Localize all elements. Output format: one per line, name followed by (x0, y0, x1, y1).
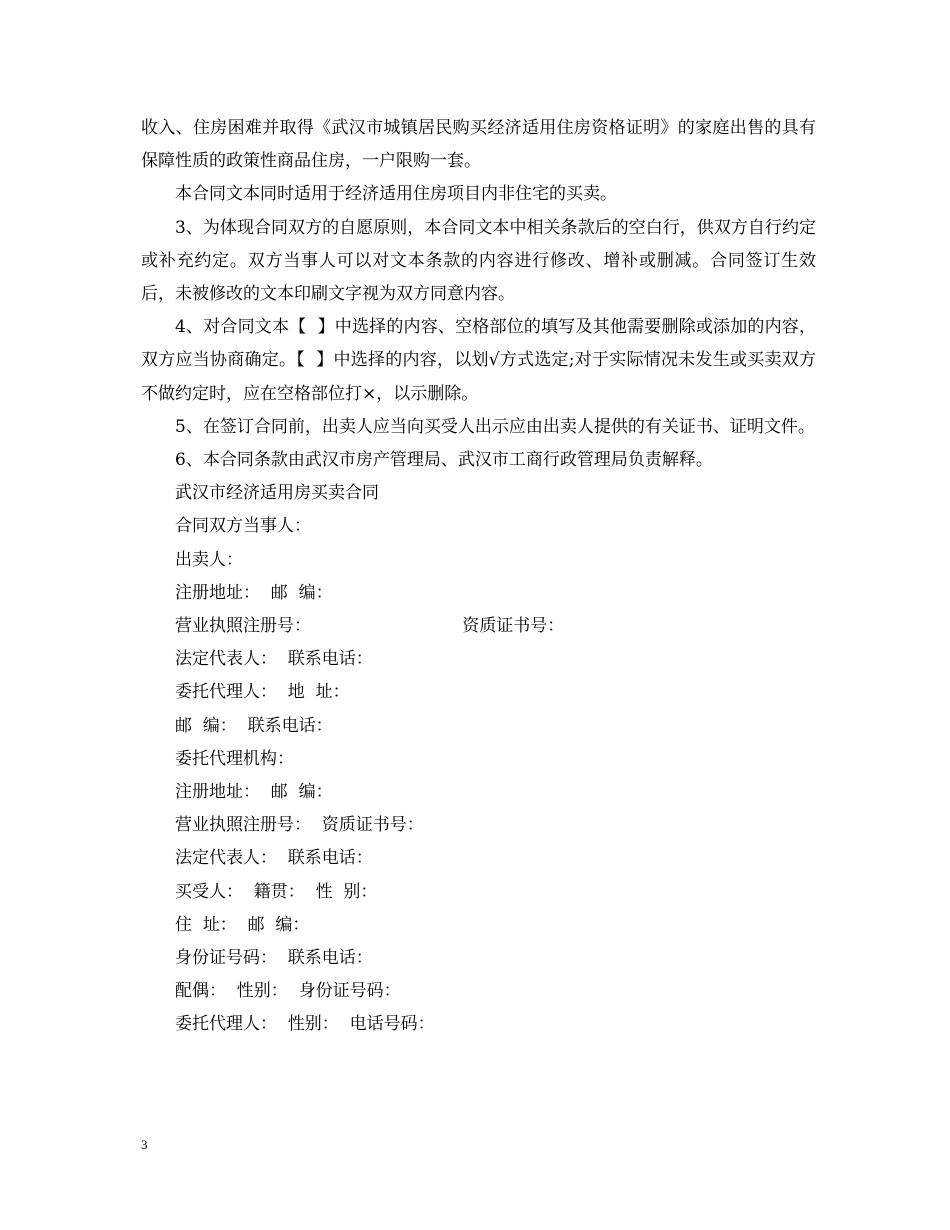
seller-agent-line: 委托代理人： 地 址： (175, 682, 350, 703)
paragraph-eligibility-continued: 收入、住房困难并取得《武汉市城镇居民购买经济适用住房资格证明》的家庭出售的具有保障性质的政策性商品住房，一户限购一套。 (141, 118, 816, 172)
paragraph-clause-4: 4、对合同文本【 】中选择的内容、空格部位的填写及其他需要删除或添加的内容，双方应当协商确定。【 】中选择的内容，以划√方式选定;对于实际情况未发生或买卖双方不做约定时，应在空格部位打×，以示删除。 (141, 317, 816, 404)
seller-legal-rep-line: 法定代表人： 联系电话： (175, 649, 373, 670)
seller-agent-postcode-line: 邮 编： 联系电话： (175, 715, 333, 736)
seller-license-line: 营业执照注册号： 资质证书号： (175, 616, 565, 637)
document-body (141, 112, 816, 1042)
agency-legal-rep-line: 法定代表人： 联系电话： (175, 848, 373, 869)
agency-license-line: 营业执照注册号： 资质证书号： (175, 815, 424, 836)
seller-label: 出卖人： (175, 549, 243, 570)
contract-title: 武汉市经济适用房买卖合同 (175, 483, 379, 504)
buyer-agent-line: 委托代理人： 性别： 电话号码： (175, 1014, 435, 1035)
paragraph-clause-5: 5、在签订合同前，出卖人应当向买受人出示应由出卖人提供的有关证书、证明文件。 (175, 416, 815, 437)
paragraph-clause-6: 6、本合同条款由武汉市房产管理局、武汉市工商行政管理局负责解释。 (175, 450, 713, 471)
agency-label: 委托代理机构： (175, 748, 294, 769)
buyer-line: 买受人： 籍贯： 性 别： (175, 881, 378, 902)
buyer-id-line: 身份证号码： 联系电话： (175, 948, 373, 969)
buyer-address-line: 住 址： 邮 编： (175, 914, 310, 935)
seller-address-line: 注册地址： 邮 编： (175, 582, 333, 603)
parties-heading: 合同双方当事人： (175, 516, 311, 537)
page-number: 3 (141, 1137, 148, 1152)
agency-address-line: 注册地址： 邮 编： (175, 782, 333, 803)
paragraph-non-residential: 本合同文本同时适用于经济适用住房项目内非住宅的买卖。 (175, 184, 617, 205)
paragraph-clause-3: 3、为体现合同双方的自愿原则，本合同文本中相关条款后的空白行，供双方自行约定或补充约定。双方当事人可以对文本条款的内容进行修改、增补或删减。合同签订生效后，未被修改的文本印刷文字视为双方同意内容。 (141, 217, 816, 305)
spouse-line: 配偶： 性别： 身份证号码： (175, 981, 401, 1002)
